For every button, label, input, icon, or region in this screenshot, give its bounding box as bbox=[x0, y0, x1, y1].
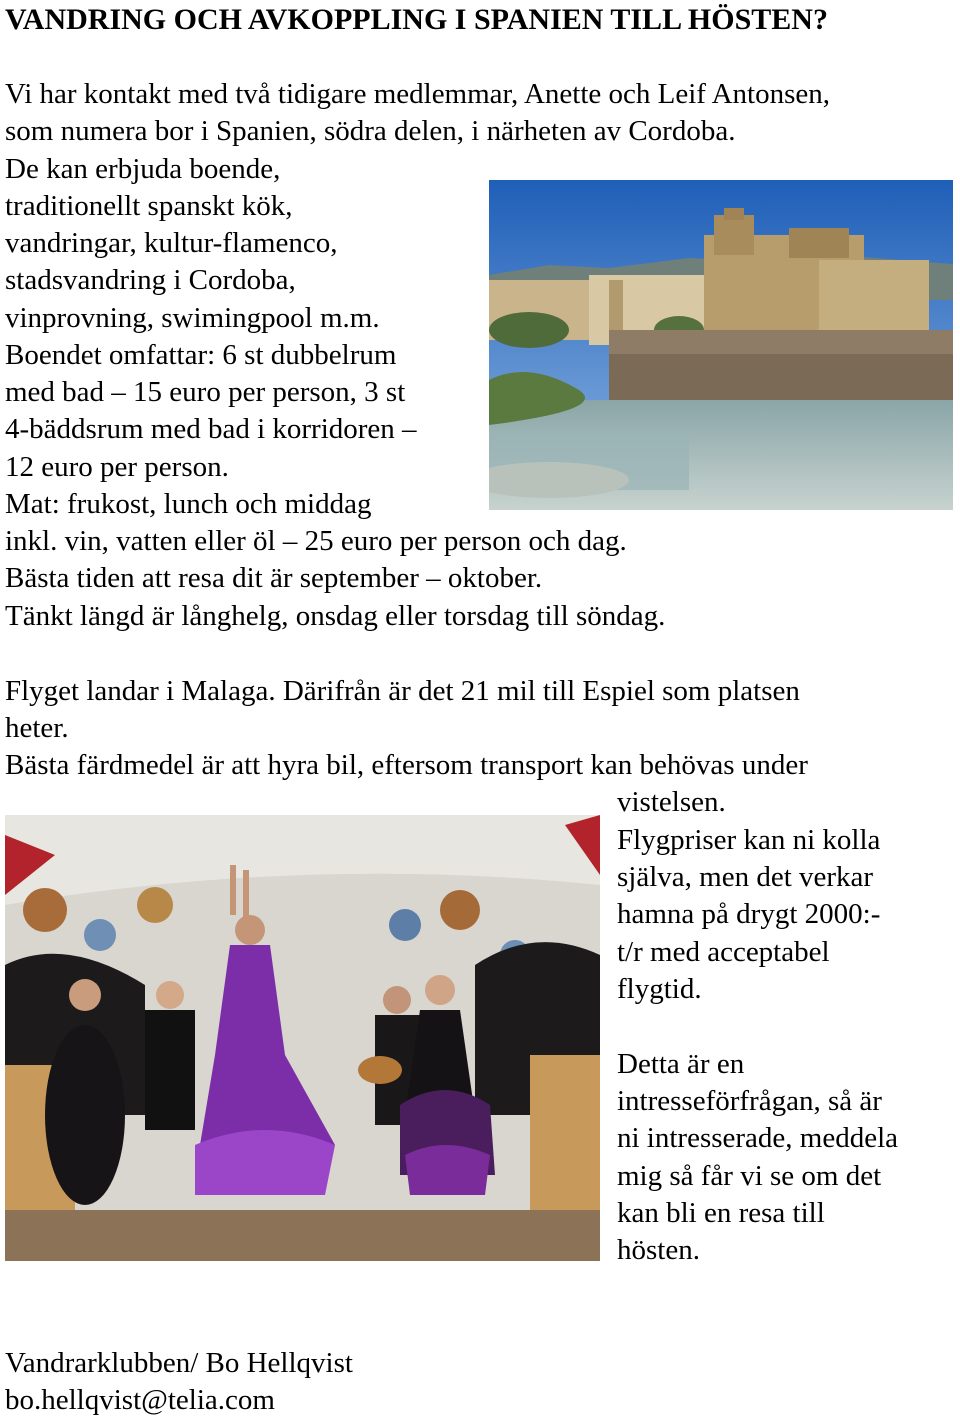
request-line: kan bli en resa till bbox=[617, 1197, 825, 1229]
intro-line: Tänkt längd är långhelg, onsdag eller torsdag till söndag. bbox=[5, 600, 666, 632]
request-line: intresseförfrågan, så är bbox=[617, 1085, 882, 1117]
intro-line: stadsvandring i Cordoba, bbox=[5, 264, 296, 296]
intro-line: Bästa tiden att resa dit är september – oktober. bbox=[5, 562, 543, 594]
price-line: Flygpriser kan ni kolla bbox=[617, 824, 881, 856]
intro-line: vandringar, kultur-flamenco, bbox=[5, 227, 338, 259]
intro-line: Mat: frukost, lunch och middag bbox=[5, 488, 372, 520]
intro-line: 4-bäddsrum med bad i korridoren – bbox=[5, 413, 417, 445]
travel-line: Flyget landar i Malaga. Därifrån är det 21 mil till Espiel som platsen bbox=[5, 675, 800, 707]
price-line: flygtid. bbox=[617, 973, 702, 1005]
price-line: t/r med acceptabel bbox=[617, 936, 830, 968]
signature-email: bo.hellqvist@telia.com bbox=[5, 1384, 275, 1416]
intro-line: Vi har kontakt med två tidigare medlemmar, Anette och Leif Antonsen, bbox=[5, 78, 830, 110]
travel-line: Bästa färdmedel är att hyra bil, eftersom transport kan behövas under bbox=[5, 749, 808, 781]
intro-line: vinprovning, swimingpool m.m. bbox=[5, 302, 380, 334]
intro-line: inkl. vin, vatten eller öl – 25 euro per person och dag. bbox=[5, 525, 627, 557]
signature-name: Vandrarklubben/ Bo Hellqvist bbox=[5, 1347, 353, 1379]
cordoba-photo bbox=[489, 180, 953, 510]
travel-line: heter. bbox=[5, 712, 69, 744]
request-line: hösten. bbox=[617, 1234, 700, 1266]
flamenco-photo bbox=[5, 815, 600, 1261]
intro-line: som numera bor i Spanien, södra delen, i närheten av Cordoba. bbox=[5, 115, 736, 147]
intro-line: De kan erbjuda boende, bbox=[5, 153, 281, 185]
intro-line: traditionellt spanskt kök, bbox=[5, 190, 293, 222]
request-line: mig så får vi se om det bbox=[617, 1160, 882, 1192]
price-line: själva, men det verkar bbox=[617, 861, 874, 893]
request-line: ni intresserade, meddela bbox=[617, 1122, 899, 1154]
intro-line: med bad – 15 euro per person, 3 st bbox=[5, 376, 406, 408]
price-line: vistelsen. bbox=[617, 786, 726, 818]
request-line: Detta är en bbox=[617, 1048, 745, 1080]
page-title: VANDRING OCH AVKOPPLING I SPANIEN TILL HÖSTEN? bbox=[5, 3, 828, 36]
intro-line: 12 euro per person. bbox=[5, 451, 229, 483]
price-line: hamna på drygt 2000:- bbox=[617, 898, 881, 930]
intro-line: Boendet omfattar: 6 st dubbelrum bbox=[5, 339, 397, 371]
